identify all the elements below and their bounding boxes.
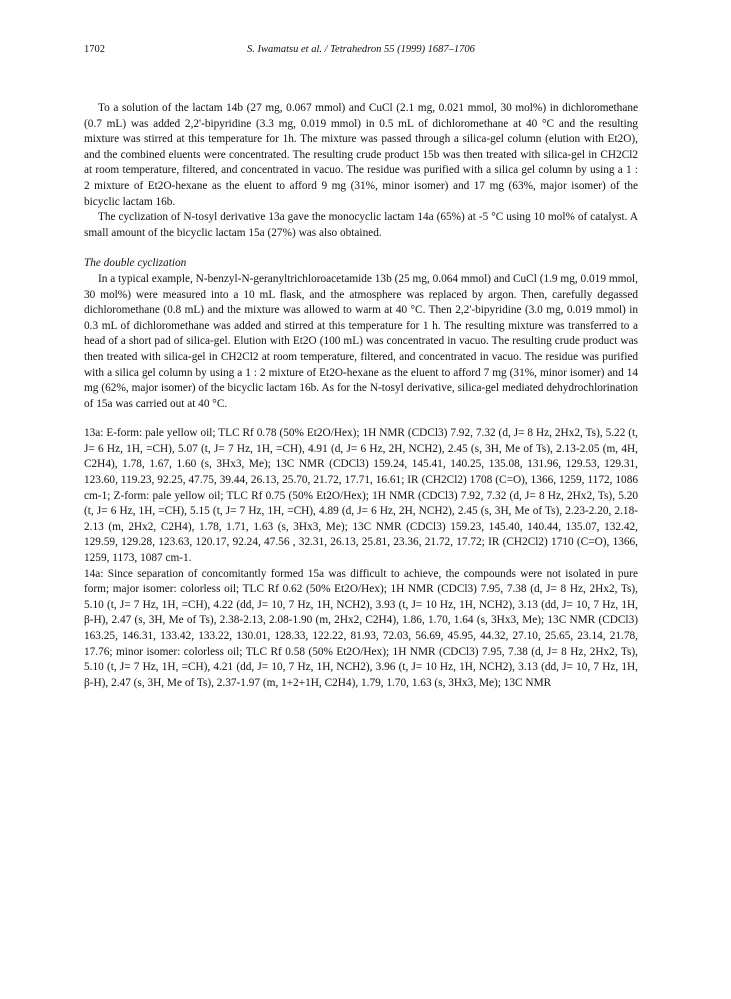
paragraph-cyclization-13a: The cyclization of N-tosyl derivative 13a gave the monocyclic lactam 14a (65%) at -5 °C using 10 mol% of catalyst. A small amount of the bicyclic lactam 15a (27%) was also obtained.	[84, 211, 638, 239]
page-header	[84, 44, 638, 60]
article-body	[84, 101, 638, 691]
spacer	[84, 412, 638, 426]
running-title: S. Iwamatsu et al. / Tetrahedron 55 (1999) 1687–1706	[247, 44, 475, 55]
paragraph-13a-data: 13a: E-form: pale yellow oil; TLC Rf 0.78 (50% Et2O/Hex); 1H NMR (CDCl3) 7.92, 7.32 (d, J= 8 Hz, 2Hx2, Ts), 5.22 (t, J= 6 Hz, 1H, =CH), 5.07 (t, J= 7 Hz, 1H, =CH), 4.91 (d, J= 6 Hz, 2H, NCH2), 2.45 (s, 3H, Me of Ts), 2.13-2.05 (m, 4H, C2H4), 1.78, 1.67, 1.60 (s, 3Hx3, Me); 13C NMR (CDCl3) 159.24, 145.41, 140.25, 135.08, 131.96, 129.53, 129.31, 123.60, 119.23, 92.25, 47.75, 39.44, 26.13, 25.70, 21.72, 17.71, 16.61; IR (CH2Cl2) 1708 (C=O), 1366, 1259, 1172, 1086 cm-1; Z-form: pale yellow oil; TLC Rf 0.75 (50% Et2O/Hex); 1H NMR (CDCl3) 7.92, 7.32 (d, J= 8 Hz, 2Hx2, Ts), 5.20 (t, J= 6 Hz, 1H, =CH), 5.15 (t, J= 7 Hz, 1H, =CH), 4.89 (d, J= 6 Hz, 2H, NCH2), 2.45 (s, 3H, Me of Ts), 2.23-2.20, 2.18-2.13 (m, 2Hx2, C2H4), 1.78, 1.71, 1.63 (s, 3Hx3, Me); 13C NMR (CDCl3) 159.23, 145.40, 140.44, 135.07, 132.42, 129.59, 129.28, 123.63, 120.17, 92.24, 47.56 , 32.31, 26.13, 25.81, 23.36, 21.72, 17.72; IR (CH2Cl2) 1710 (C=O), 1366, 1259, 1173, 1087 cm-1.	[84, 427, 638, 565]
page-number: 1702	[84, 44, 105, 55]
section-heading: The double cyclization	[84, 257, 187, 270]
paragraph-14a-data: 14a: Since separation of concomitantly formed 15a was difficult to achieve, the compounds were not isolated in pure form; major isomer: colorless oil; TLC Rf 0.62 (50% Et2O/Hex); 1H NMR (CDCl3) 7.95, 7.38 (d, J= 8 Hz, 2Hx2, Ts), 5.10 (t, J= 7 Hz, 1H, =CH), 4.22 (dd, J= 10, 7 Hz, 1H, NCH2), 3.93 (t, J= 10 Hz, 1H, NCH2), 3.13 (dd, J= 10, 7 Hz, 1H, β-H), 2.47 (s, 3H, Me of Ts), 2.38-2.13, 2.08-1.90 (m, 2Hx2, C2H4), 1.86, 1.70, 1.64 (s, 3Hx3, Me); 13C NMR (CDCl3) 163.25, 146.31, 133.42, 133.22, 130.01, 128.33, 122.22, 81.93, 72.03, 56.69, 45.95, 44.32, 27.10, 25.65, 23.14, 21.78, 17.76; minor isomer: colorless oil; TLC Rf 0.58 (50% Et2O/Hex); 1H NMR (CDCl3) 7.95, 7.38 (d, J= 8 Hz, 2Hx2, Ts), 5.10 (t, J= 7 Hz, 1H, =CH), 4.21 (dd, J= 10, 7 Hz, 1H, NCH2), 3.96 (t, J= 10 Hz, 1H, NCH2), 3.13 (dd, J= 10, 7 Hz, 1H, β-H), 2.47 (s, 3H, Me of Ts), 2.37-1.97 (m, 1+2+1H, C2H4), 1.79, 1.70, 1.63 (s, 3Hx3, Me); 13C NMR	[84, 567, 638, 689]
paragraph-lactam-14b-procedure: To a solution of the lactam 14b (27 mg, 0.067 mmol) and CuCl (2.1 mg, 0.021 mmol, 30 mol%) in dichloromethane (0.7 mL) was added 2,2'-bipyridine (3.3 mg, 0.019 mmol) in 0.5 mL of dichloromethane at 40 °C and the resulting mixture was stirred at this temperature for 1h. The mixture was passed through a silica-gel column (elution with Et2O), and the combined eluents were concentrated. The resulting crude product 15b was then treated with silica-gel in CH2Cl2 at room temperature, filtered, and concentrated in vacuo. The residue was purified with a silica gel column by using a 1 : 2 mixture of Et2O-hexane as the eluent to afford 9 mg (31%, minor isomer) and 17 mg (63%, major isomer) of the bicyclic lactam 16b.	[84, 102, 638, 208]
paragraph-double-cyclization: In a typical example, N-benzyl-N-geranyltrichloroacetamide 13b (25 mg, 0.064 mmol) and CuCl (1.9 mg, 0.019 mmol, 30 mol%) were measured into a 10 mL flask, and the atmosphere was replaced by argon. Then, carefully degassed dichloromethane (0.8 mL) and the mixture was allowed to warm at 40 °C. Then 2,2'-bipyridine (3.0 mg, 0.019 mmol) in 0.3 mL of dichloromethane was added and stirred at this temperature for 1 h. The resulting mixture was transferred to a head of a short pad of silica-gel. Elution with Et2O (100 mL) was concentrated in vacuo. The resulting crude product was then treated with silica-gel in CH2Cl2 at room temperature, filtered, and concentrated in vacuo. The residue was purified with a silica gel column by using a 1 : 2 mixture of Et2O-hexane as the eluent to afford 7 mg (31%, minor isomer) and 14 mg (62%, major isomer) of the bicyclic lactam 16b. As for the N-tosyl derivative, silica-gel mediated dehydrochlorination of 15a was carried out at 40 °C.	[84, 272, 638, 410]
spacer	[84, 241, 638, 256]
